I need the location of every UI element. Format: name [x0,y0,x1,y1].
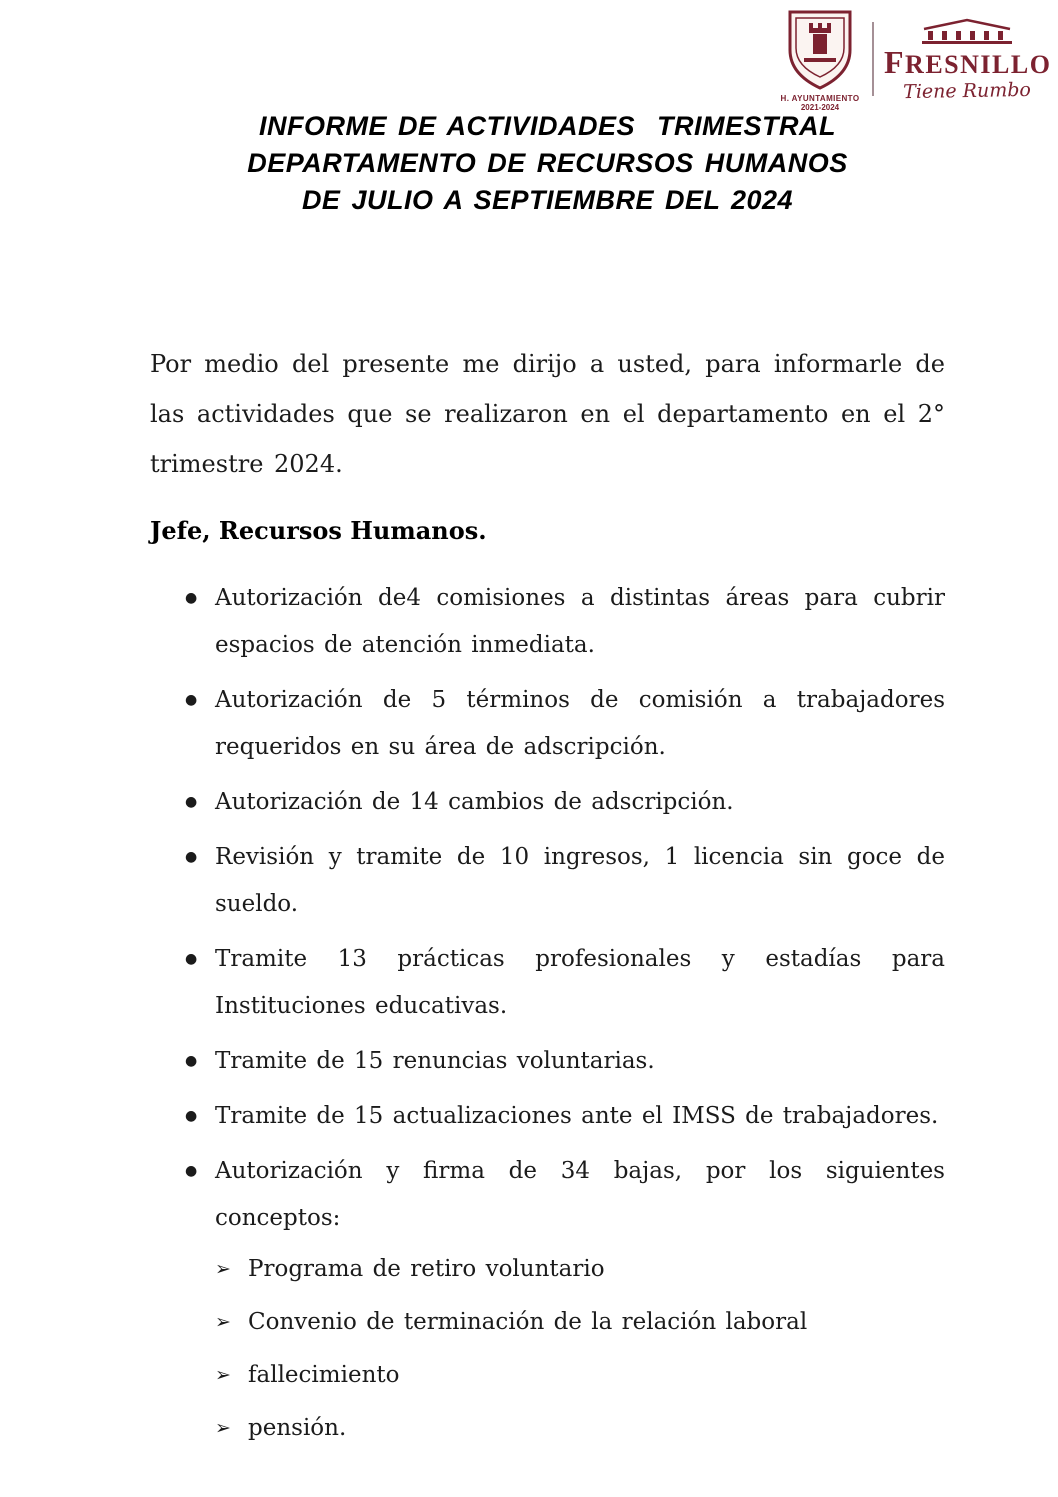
list-item [150,1093,945,1140]
list-item [150,1148,945,1452]
sub-list-item [215,1299,945,1346]
title-line-1: INFORME DE ACTIVIDADES TRIMESTRAL [258,111,836,141]
activity-list [150,575,945,1452]
building-icon [912,18,1022,44]
sub-list-item [215,1246,945,1293]
document-title [150,108,945,219]
crest-caption: H. AYUNTAMIENTO [780,94,860,103]
list-item-text: Tramite de 15 actualizaciones ante el IMSS de trabajadores. [215,1103,939,1129]
list-item [150,677,945,771]
brand-name: FRESNILLO [884,44,1052,80]
logo-divider [872,22,874,96]
bullet-icon: ● [185,849,198,865]
bullet-icon: ● [185,1108,198,1124]
municipal-crest-logo [778,8,862,112]
list-item [150,1038,945,1085]
title-line-3: DE JULIO A SEPTIEMBRE DEL 2024 [301,185,794,215]
list-item-text: Tramite de 15 renuncias voluntarias. [215,1048,655,1074]
intro-paragraph: Por medio del presente me dirijo a usted, para informarle de las actividades que se realizaron en el departamento en el 2° trimestre 2024. [150,350,945,478]
sub-list-item [215,1405,945,1452]
bullet-icon: ● [185,1053,198,1069]
list-item [150,936,945,1030]
crest-years: 2021-2024 [800,103,840,112]
list-item-text: Revisión y tramite de 10 ingresos, 1 licencia sin goce de sueldo. [215,844,945,917]
list-item [150,575,945,669]
list-item [150,779,945,826]
bullet-icon: ● [185,1163,198,1179]
sub-list-item [215,1352,945,1399]
arrow-bullet-icon: ➢ [215,1258,231,1280]
bajas-concepts-list [215,1246,945,1452]
bullet-icon: ● [185,794,198,810]
fresnillo-logo [884,8,1050,102]
title-line-2: DEPARTAMENTO DE RECURSOS HUMANOS [247,148,848,178]
arrow-bullet-icon: ➢ [215,1417,231,1439]
list-item [150,834,945,928]
list-item-text: Autorización y firma de 34 bajas, por los siguientes conceptos: [215,1158,945,1231]
bullet-icon: ● [185,951,198,967]
section-heading: Jefe, Recursos Humanos. [150,516,487,545]
crest-shield-icon [784,8,856,92]
arrow-bullet-icon: ➢ [215,1364,231,1386]
header-logos [778,8,1050,112]
arrow-bullet-icon: ➢ [215,1311,231,1333]
list-item-text: Autorización de4 comisiones a distintas áreas para cubrir espacios de atención inmediata. [215,585,945,658]
list-item-text: Autorización de 5 términos de comisión a trabajadores requeridos en su área de adscripción. [215,687,945,760]
sub-list-item-text: Convenio de terminación de la relación laboral [248,1309,808,1335]
bullet-icon: ● [185,692,198,708]
brand-tagline: Tiene Rumbo [902,78,1032,104]
list-item-text: Tramite 13 prácticas profesionales y estadías para Instituciones educativas. [215,946,945,1019]
list-item-text: Autorización de 14 cambios de adscripción. [215,789,734,815]
sub-list-item-text: fallecimiento [248,1362,400,1388]
bullet-icon: ● [185,590,198,606]
sub-list-item-text: Programa de retiro voluntario [248,1256,605,1282]
sub-list-item-text: pensión. [248,1415,347,1441]
